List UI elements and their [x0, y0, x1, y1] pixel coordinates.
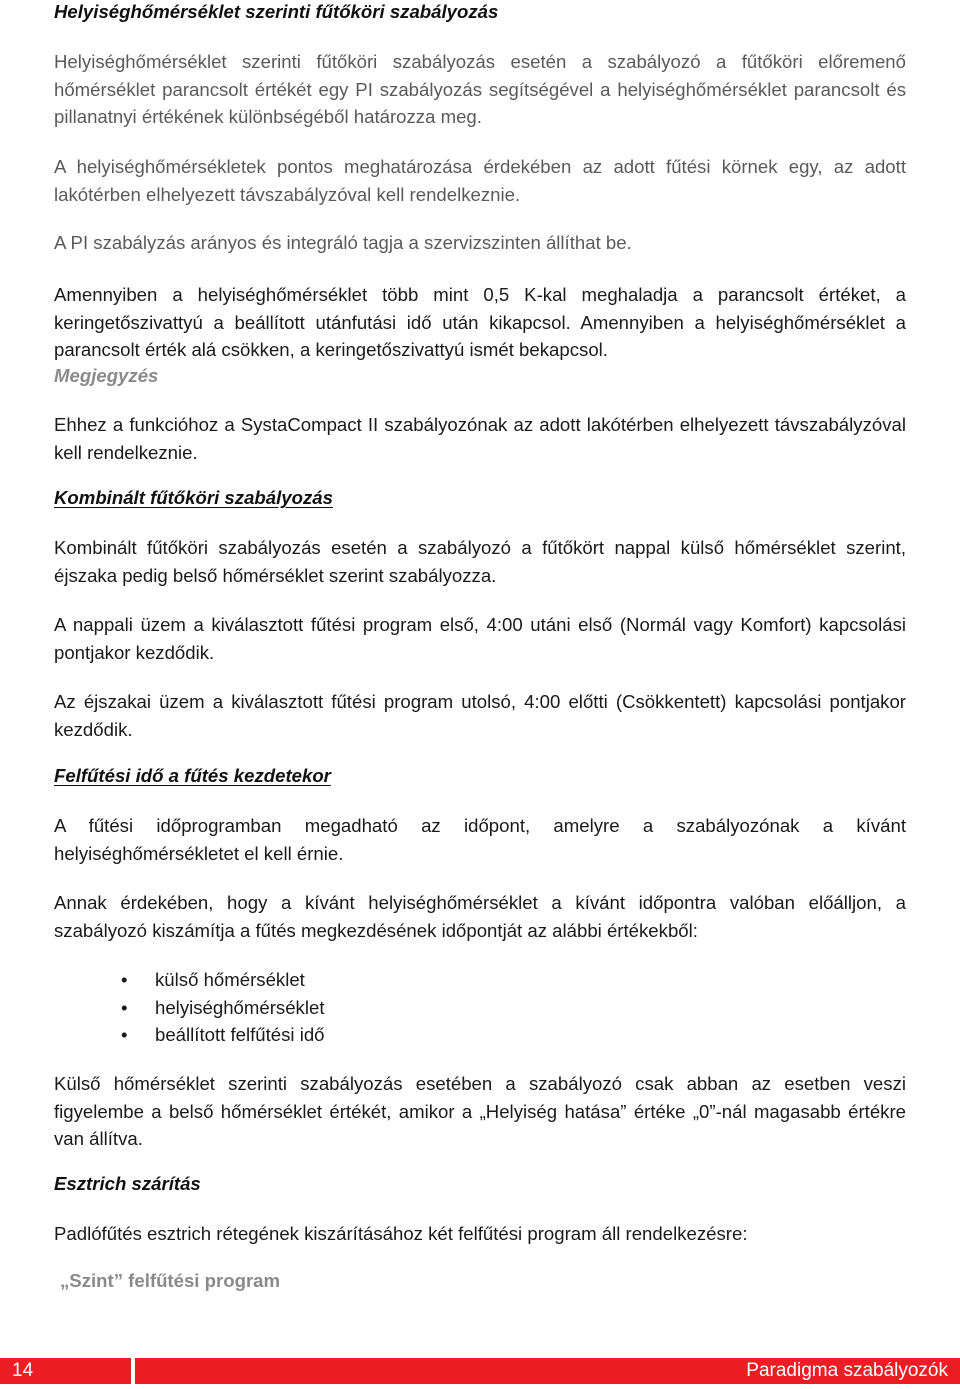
footer-bar	[0, 1358, 960, 1384]
list-item: • külső hőmérséklet	[54, 966, 906, 994]
paragraph: Az éjszakai üzem a kiválasztott fűtési program utolsó, 4:00 előtti (Csökkentett) kapcsolási pontjakor kezdődik.	[54, 691, 906, 740]
page-number: 14	[12, 1360, 34, 1381]
subheading: „Szint” felfűtési program	[60, 1270, 281, 1291]
note-label: Megjegyzés	[54, 365, 159, 386]
paragraph: A PI szabályzás arányos és integráló tagja a szervizszinten állíthat be.	[54, 232, 632, 253]
footer-title: Paradigma szabályozók	[746, 1360, 948, 1381]
list-item: • helyiséghőmérséklet	[54, 994, 906, 1022]
footer-divider	[131, 1358, 135, 1384]
paragraph: Kombinált fűtőköri szabályozás esetén a szabályozó a fűtőkört nappal külső hőmérséklet szerint, éjszaka pedig belső hőmérséklet szerint szabályozza.	[54, 537, 906, 586]
paragraph: A nappali üzem a kiválasztott fűtési program első, 4:00 utáni első (Normál vagy Komfort) kapcsolási pontjakor kezdődik.	[54, 614, 906, 663]
bullet-list	[54, 966, 906, 1049]
section-heading: Esztrich szárítás	[54, 1173, 201, 1194]
section-heading: Helyiséghőmérséklet szerinti fűtőköri szabályozás	[54, 1, 499, 22]
paragraph: Helyiséghőmérséklet szerinti fűtőköri szabályozás esetén a szabályozó a fűtőköri előremenő hőmérséklet parancsolt értékét egy PI szabályozás segítségével a helyiséghőmérséklet parancsolt és pillanatnyi értékének különbségéből határozza meg.	[54, 51, 906, 127]
paragraph: Amennyiben a helyiséghőmérséklet több mint 0,5 K-kal meghaladja a parancsolt értéket, a keringetőszivattyú a beállított utánfutási idő után kikapcsol. Amennyiben a helyiséghőmérséklet a parancsolt érték alá csökken, a keringetőszivattyú ismét bekapcsol.	[54, 284, 906, 360]
section-heading: Kombinált fűtőköri szabályozás	[54, 487, 333, 508]
list-item: • beállított felfűtési idő	[54, 1021, 906, 1049]
paragraph: A fűtési időprogramban megadható az időpont, amelyre a szabályozónak a kívánt helyiséghőmérsékletet el kell érnie.	[54, 815, 906, 864]
note-text: Ehhez a funkcióhoz a SystaCompact II szabályozónak az adott lakótérben elhelyezett távszabályzóval kell rendelkeznie.	[54, 414, 906, 463]
paragraph: Padlófűtés esztrich rétegének kiszárításához két felfűtési program áll rendelkezésre:	[54, 1223, 748, 1244]
paragraph: A helyiséghőmérsékletek pontos meghatározása érdekében az adott fűtési körnek egy, az adott lakótérben elhelyezett távszabályzóval kell rendelkeznie.	[54, 156, 906, 205]
paragraph: Külső hőmérséklet szerinti szabályozás esetében a szabályozó csak abban az esetben veszi figyelembe a belső hőmérséklet értékét, amikor a „Helyiség hatása” értéke „0”-nál magasabb értékre van állítva.	[54, 1073, 906, 1149]
paragraph: Annak érdekében, hogy a kívánt helyiséghőmérséklet a kívánt időpontra valóban előálljon, a szabályozó kiszámítja a fűtés megkezdésének időpontját az alábbi értékekből:	[54, 892, 906, 941]
section-heading: Felfűtési idő a fűtés kezdetekor	[54, 765, 331, 786]
